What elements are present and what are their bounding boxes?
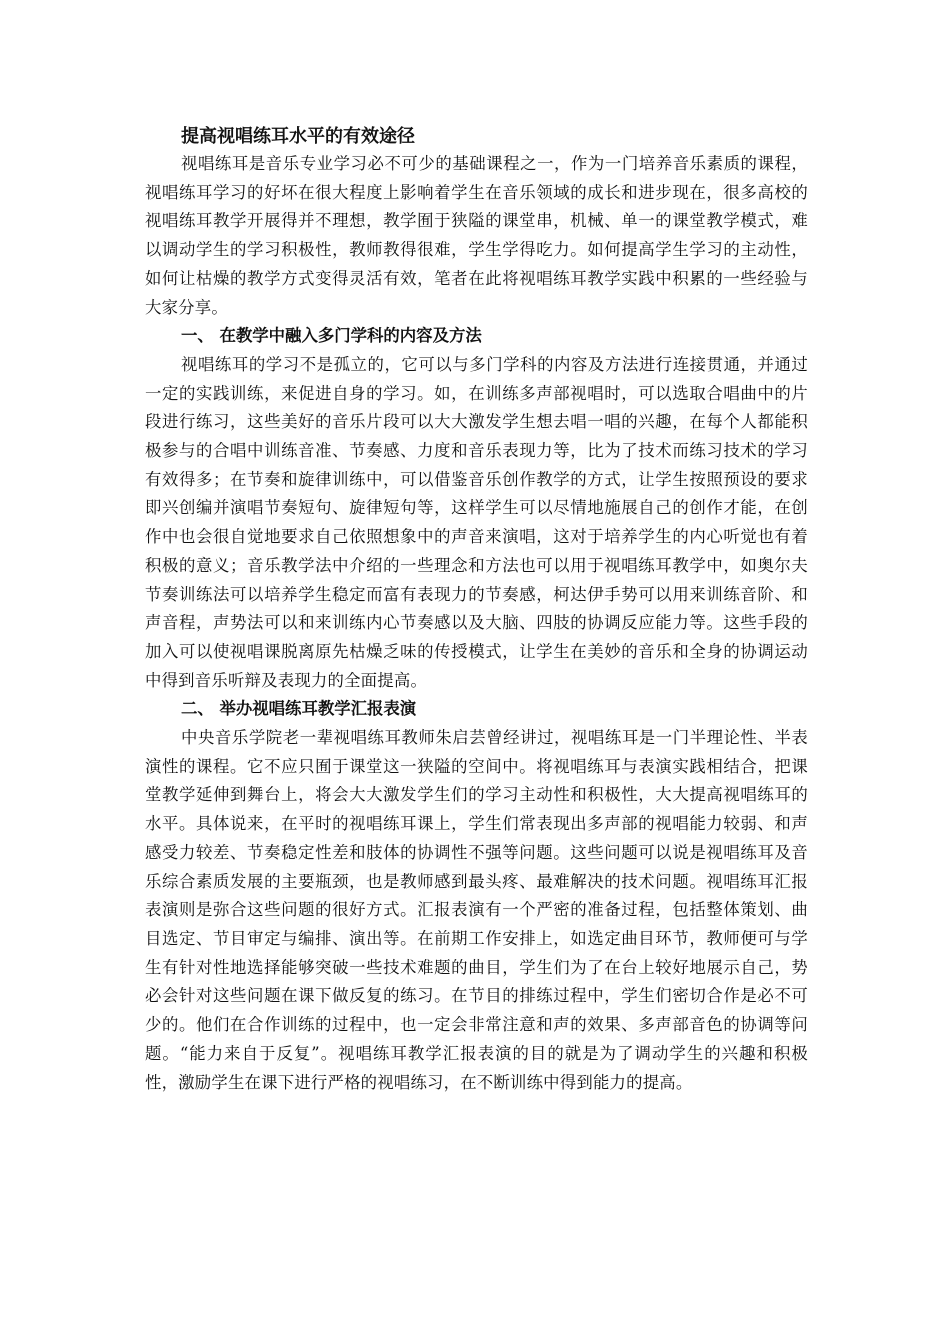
section-body-1: 视唱练耳的学习不是孤立的，它可以与多门学科的内容及方法进行连接贯通，并通过一定的实践训练，来促进自身的学习。如，在训练多声部视唱时，可以选取合唱曲中的片段进行练习，这些美好的音乐片段可以大大激发学生想去唱一唱的兴趣，在每个人都能积极参与的合唱中训练音准、节奏感、力度和音乐表现力等，比为了技术而练习技术的学习有效得多；在节奏和旋律训练中，可以借鉴音乐创作教学的方式，让学生按照预设的要求即兴创编并演唱节奏短句、旋律短句等，这样学生可以尽情地施展自己的创作才能，在创作中也会很自觉地要求自己依照想象中的声音来演唱，这对于培养学生的内心听觉也有着积极的意义；音乐教学法中介绍的一些理念和方法也可以用于视唱练耳教学中，如奥尔夫节奏训练法可以培养学生稳定而富有表现力的节奏感，柯达伊手势可以用来训练音阶、和声音程，声势法可以和来训练内心节奏感以及大脑、四肢的协调反应能力等。这些手段的加入可以使视唱课脱离原先枯燥乏味的传授模式，让学生在美妙的音乐和全身的协调运动中得到音乐听辩及表现力的全面提高。 xyxy=(145,354,808,690)
document-page xyxy=(145,124,808,1097)
intro-paragraph: 视唱练耳是音乐专业学习必不可少的基础课程之一，作为一门培养音乐素质的课程，视唱练耳学习的好坏在很大程度上影响着学生在音乐领域的成长和进步现在，很多高校的视唱练耳教学开展得并不理想，教学囿于狭隘的课堂串，机械、单一的课堂教学模式，难以调动学生的学习积极性，教师教得很难，学生学得吃力。如何提高学生学习的主动性，如何让枯燥的教学方式变得灵活有效，笔者在此将视唱练耳教学实践中积累的一些经验与大家分享。 xyxy=(145,154,808,317)
document-title: 提高视唱练耳水平的有效途径 xyxy=(181,126,415,147)
section-heading-2: 二、 举办视唱练耳教学汇报表演 xyxy=(181,699,417,719)
section-heading-1: 一、 在教学中融入多门学科的内容及方法 xyxy=(181,326,482,346)
section-body-2: 中央音乐学院老一辈视唱练耳教师朱启芸曾经讲过，视唱练耳是一门半理论性、半表演性的课程。它不应只囿于课堂这一狭隘的空间中。将视唱练耳与表演实践相结合，把课堂教学延伸到舞台上，将会大大激发学生们的学习主动性和积极性，大大提高视唱练耳的水平。具体说来，在平时的视唱练耳课上，学生们常表现出多声部的视唱能力较弱、和声感受力较差、节奏稳定性差和肢体的协调性不强等问题。这些问题可以说是视唱练耳及音乐综合素质发展的主要瓶颈，也是教师感到最头疼、最难解决的技术问题。视唱练耳汇报表演则是弥合这些问题的很好方式。汇报表演有一个严密的准备过程，包括整体策划、曲目选定、节目审定与编排、演出等。在前期工作安排上，如选定曲目环节，教师便可与学生有针对性地选择能够突破一些技术难题的曲目，学生们为了在台上较好地展示自己，势必会针对这些问题在课下做反复的练习。在节目的排练过程中，学生们密切合作是必不可少的。他们在合作训练的过程中，也一定会非常注意和声的效果、多声部音色的协调等问题。“能力来自于反复”。视唱练耳教学汇报表演的目的就是为了调动学生的兴趣和积极性，激励学生在课下进行严格的视唱练习，在不断训练中得到能力的提高。 xyxy=(145,728,808,1092)
